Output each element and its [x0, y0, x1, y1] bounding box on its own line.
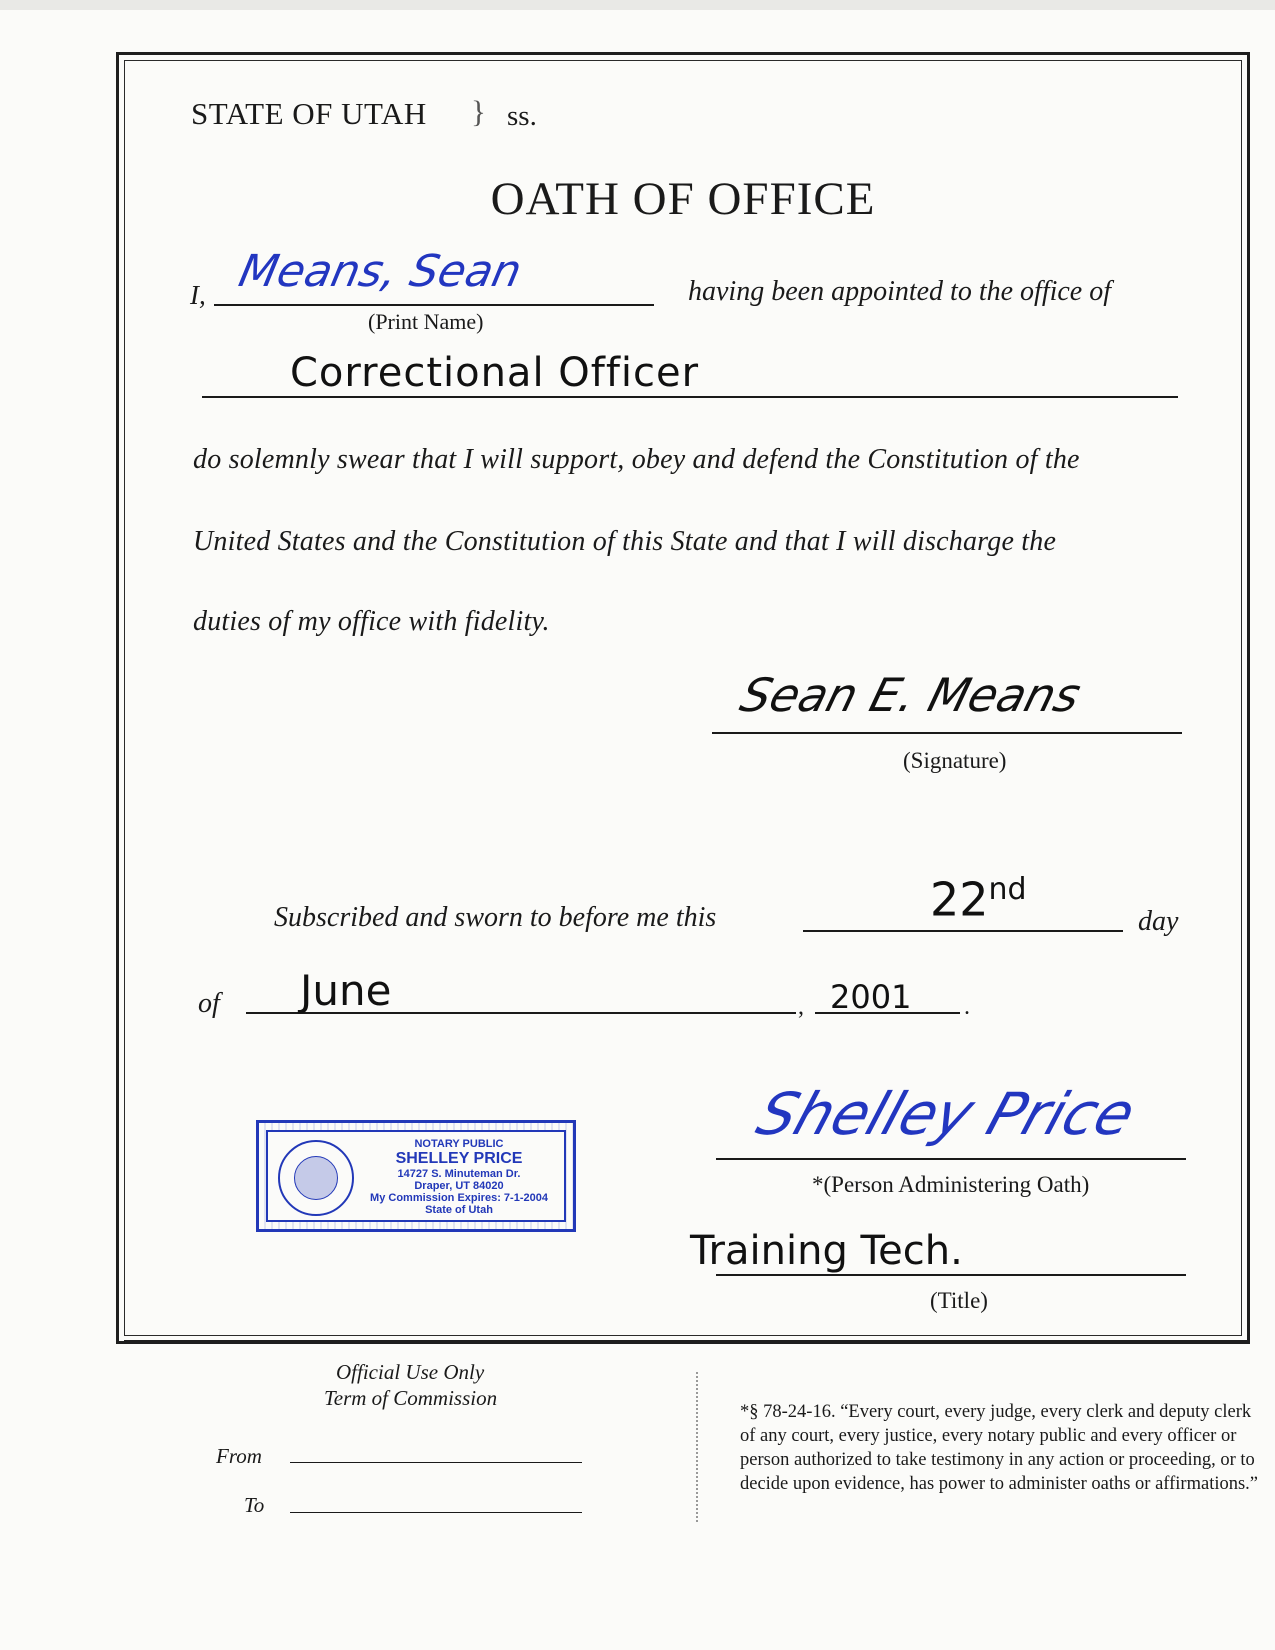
handwritten-office: Correctional Officer: [290, 350, 700, 396]
oath-line-3: duties of my office with fidelity.: [193, 606, 550, 637]
official-use-heading: Official Use Only: [336, 1360, 485, 1384]
i-prefix: I,: [190, 280, 206, 310]
document-title: OATH OF OFFICE: [490, 173, 876, 225]
state-heading: STATE OF UTAH: [191, 96, 427, 131]
seal-line-1: NOTARY PUBLIC: [414, 1138, 504, 1150]
oath-line-1: do solemnly swear that I will support, obey and defend the Constitution of the: [193, 444, 1080, 475]
handwritten-name: Means, Sean: [234, 246, 527, 297]
handwritten-day-number: 22: [930, 872, 989, 927]
notary-seal-stamp: [256, 1120, 576, 1232]
form-border-bottom: [124, 1340, 1250, 1343]
signature-line: [712, 732, 1182, 734]
brace-mark: }: [471, 94, 486, 129]
from-label: From: [216, 1444, 262, 1468]
beehive-icon: [294, 1156, 338, 1200]
print-name-label: (Print Name): [368, 309, 484, 334]
of-word: of: [198, 988, 220, 1019]
day-line: [803, 930, 1123, 932]
statute-footnote: *§ 78-24-16. “Every court, every judge, every clerk and deputy clerk of any court, every justice, every notary public and every officer or person authorized to take testimony in any action or proceeding, or to decide upon evidence, has power to administer oaths or affirmations.”: [740, 1402, 1259, 1494]
handwritten-day: [930, 872, 1027, 926]
handwritten-signature: Sean E. Means: [734, 668, 1087, 722]
seal-line-5: My Commission Expires: 7-1-2004: [370, 1192, 548, 1204]
state-seal-icon: [278, 1140, 354, 1216]
to-line: [290, 1512, 582, 1513]
day-word: day: [1138, 906, 1179, 937]
administrator-line: [716, 1158, 1186, 1160]
comma: ,: [798, 994, 804, 1020]
oath-line-2: United States and the Constitution of this State and that I will discharge the: [193, 526, 1057, 557]
name-line: [214, 304, 654, 306]
ss-abbrev: ss.: [507, 100, 537, 132]
seal-line-2: SHELLEY PRICE: [395, 1150, 523, 1167]
signature-label: (Signature): [903, 748, 1007, 773]
seal-line-3: 14727 S. Minuteman Dr.: [397, 1168, 521, 1180]
from-line: [290, 1462, 582, 1463]
handwritten-month: June: [300, 966, 392, 1015]
seal-line-6: State of Utah: [425, 1204, 493, 1216]
handwritten-title: Training Tech.: [690, 1228, 963, 1274]
title-line: [716, 1274, 1186, 1276]
handwritten-day-suffix: nd: [988, 872, 1027, 907]
seal-inner-border: [266, 1130, 566, 1222]
seal-text-block: [358, 1138, 560, 1216]
subscribed-text: Subscribed and sworn to before me this: [274, 902, 717, 933]
appointed-text: having been appointed to the office of: [688, 276, 1112, 307]
office-line: [202, 396, 1178, 398]
handwritten-year: 2001: [830, 978, 912, 1016]
column-divider: [696, 1372, 698, 1522]
seal-line-4: Draper, UT 84020: [414, 1180, 504, 1192]
title-label: (Title): [930, 1288, 988, 1313]
scan-edge: [0, 0, 1275, 10]
term-of-commission-heading: Term of Commission: [324, 1386, 498, 1410]
administrator-label: *(Person Administering Oath): [812, 1172, 1090, 1197]
to-label: To: [244, 1493, 265, 1517]
period: .: [964, 994, 970, 1020]
handwritten-administrator-signature: Shelley Price: [748, 1080, 1144, 1148]
